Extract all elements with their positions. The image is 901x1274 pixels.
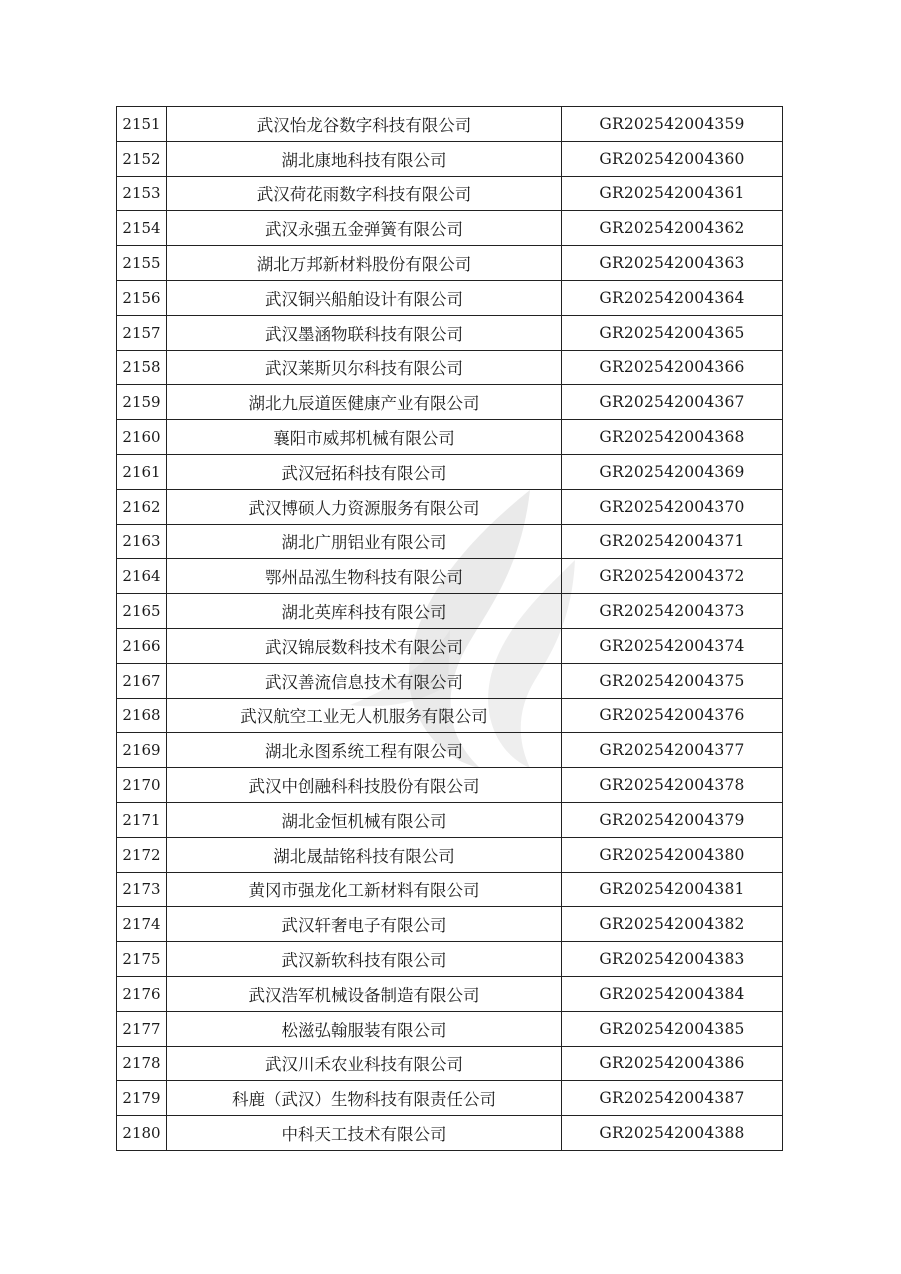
row-number: 2173 bbox=[117, 872, 167, 907]
table-row bbox=[117, 942, 783, 977]
table-row bbox=[117, 768, 783, 803]
table-row bbox=[117, 802, 783, 837]
certificate-code: GR202542004383 bbox=[562, 942, 783, 977]
company-name: 襄阳市威邦机械有限公司 bbox=[167, 420, 562, 455]
row-number: 2176 bbox=[117, 976, 167, 1011]
table-row bbox=[117, 489, 783, 524]
row-number: 2170 bbox=[117, 768, 167, 803]
certificate-code: GR202542004385 bbox=[562, 1011, 783, 1046]
company-name: 科鹿（武汉）生物科技有限责任公司 bbox=[167, 1081, 562, 1116]
table-row bbox=[117, 1081, 783, 1116]
certificate-code: GR202542004361 bbox=[562, 176, 783, 211]
table-row bbox=[117, 733, 783, 768]
row-number: 2161 bbox=[117, 454, 167, 489]
company-name: 武汉锦辰数科技术有限公司 bbox=[167, 628, 562, 663]
company-name: 湖北金恒机械有限公司 bbox=[167, 802, 562, 837]
company-name: 武汉莱斯贝尔科技有限公司 bbox=[167, 350, 562, 385]
row-number: 2158 bbox=[117, 350, 167, 385]
row-number: 2167 bbox=[117, 663, 167, 698]
table-row bbox=[117, 280, 783, 315]
company-name: 湖北万邦新材料股份有限公司 bbox=[167, 246, 562, 281]
row-number: 2180 bbox=[117, 1116, 167, 1151]
table-row bbox=[117, 107, 783, 142]
table-row bbox=[117, 663, 783, 698]
company-name: 武汉川禾农业科技有限公司 bbox=[167, 1046, 562, 1081]
row-number: 2169 bbox=[117, 733, 167, 768]
row-number: 2166 bbox=[117, 628, 167, 663]
company-name: 中科天工技术有限公司 bbox=[167, 1116, 562, 1151]
certificate-code: GR202542004387 bbox=[562, 1081, 783, 1116]
certificate-code: GR202542004359 bbox=[562, 107, 783, 142]
company-name: 武汉善流信息技术有限公司 bbox=[167, 663, 562, 698]
row-number: 2164 bbox=[117, 559, 167, 594]
certificate-code: GR202542004388 bbox=[562, 1116, 783, 1151]
certificate-code: GR202542004371 bbox=[562, 524, 783, 559]
certificate-code: GR202542004368 bbox=[562, 420, 783, 455]
company-name: 武汉新软科技有限公司 bbox=[167, 942, 562, 977]
table-row bbox=[117, 141, 783, 176]
table-row bbox=[117, 628, 783, 663]
certificate-code: GR202542004362 bbox=[562, 211, 783, 246]
certificate-code: GR202542004381 bbox=[562, 872, 783, 907]
certificate-code: GR202542004365 bbox=[562, 315, 783, 350]
certificate-code: GR202542004373 bbox=[562, 594, 783, 629]
company-name: 武汉博硕人力资源服务有限公司 bbox=[167, 489, 562, 524]
table-row bbox=[117, 1116, 783, 1151]
row-number: 2154 bbox=[117, 211, 167, 246]
company-name: 武汉怡龙谷数字科技有限公司 bbox=[167, 107, 562, 142]
row-number: 2165 bbox=[117, 594, 167, 629]
row-number: 2175 bbox=[117, 942, 167, 977]
row-number: 2160 bbox=[117, 420, 167, 455]
row-number: 2151 bbox=[117, 107, 167, 142]
table-row bbox=[117, 698, 783, 733]
table-row bbox=[117, 211, 783, 246]
company-list-table bbox=[116, 106, 783, 1151]
certificate-code: GR202542004377 bbox=[562, 733, 783, 768]
table-row bbox=[117, 594, 783, 629]
table-row bbox=[117, 907, 783, 942]
certificate-code: GR202542004360 bbox=[562, 141, 783, 176]
certificate-code: GR202542004369 bbox=[562, 454, 783, 489]
company-name: 湖北晟喆铭科技有限公司 bbox=[167, 837, 562, 872]
row-number: 2152 bbox=[117, 141, 167, 176]
table-row bbox=[117, 454, 783, 489]
row-number: 2159 bbox=[117, 385, 167, 420]
row-number: 2178 bbox=[117, 1046, 167, 1081]
certificate-code: GR202542004374 bbox=[562, 628, 783, 663]
certificate-code: GR202542004379 bbox=[562, 802, 783, 837]
company-name: 湖北永图系统工程有限公司 bbox=[167, 733, 562, 768]
table-row bbox=[117, 524, 783, 559]
company-name: 黄冈市强龙化工新材料有限公司 bbox=[167, 872, 562, 907]
table-row bbox=[117, 176, 783, 211]
row-number: 2174 bbox=[117, 907, 167, 942]
company-name: 武汉永强五金弹簧有限公司 bbox=[167, 211, 562, 246]
company-name: 武汉冠拓科技有限公司 bbox=[167, 454, 562, 489]
company-name: 武汉浩军机械设备制造有限公司 bbox=[167, 976, 562, 1011]
company-name: 湖北广朋铝业有限公司 bbox=[167, 524, 562, 559]
company-name: 武汉航空工业无人机服务有限公司 bbox=[167, 698, 562, 733]
row-number: 2179 bbox=[117, 1081, 167, 1116]
company-name: 武汉荷花雨数字科技有限公司 bbox=[167, 176, 562, 211]
certificate-code: GR202542004384 bbox=[562, 976, 783, 1011]
table-row bbox=[117, 315, 783, 350]
certificate-code: GR202542004378 bbox=[562, 768, 783, 803]
company-name: 湖北英库科技有限公司 bbox=[167, 594, 562, 629]
table-row bbox=[117, 246, 783, 281]
certificate-code: GR202542004380 bbox=[562, 837, 783, 872]
company-name: 松滋弘翰服装有限公司 bbox=[167, 1011, 562, 1046]
table-row bbox=[117, 872, 783, 907]
row-number: 2163 bbox=[117, 524, 167, 559]
table-row bbox=[117, 385, 783, 420]
row-number: 2156 bbox=[117, 280, 167, 315]
certificate-code: GR202542004363 bbox=[562, 246, 783, 281]
table-body bbox=[117, 107, 783, 1151]
certificate-code: GR202542004366 bbox=[562, 350, 783, 385]
table-row bbox=[117, 420, 783, 455]
certificate-code: GR202542004386 bbox=[562, 1046, 783, 1081]
company-name: 武汉铜兴船舶设计有限公司 bbox=[167, 280, 562, 315]
table-row bbox=[117, 559, 783, 594]
table-row bbox=[117, 1046, 783, 1081]
certificate-code: GR202542004375 bbox=[562, 663, 783, 698]
row-number: 2177 bbox=[117, 1011, 167, 1046]
row-number: 2162 bbox=[117, 489, 167, 524]
table-row bbox=[117, 837, 783, 872]
table-row bbox=[117, 350, 783, 385]
company-name: 鄂州品泓生物科技有限公司 bbox=[167, 559, 562, 594]
certificate-code: GR202542004382 bbox=[562, 907, 783, 942]
certificate-code: GR202542004364 bbox=[562, 280, 783, 315]
company-name: 武汉轩奢电子有限公司 bbox=[167, 907, 562, 942]
company-name: 湖北九辰道医健康产业有限公司 bbox=[167, 385, 562, 420]
row-number: 2157 bbox=[117, 315, 167, 350]
certificate-code: GR202542004372 bbox=[562, 559, 783, 594]
certificate-code: GR202542004367 bbox=[562, 385, 783, 420]
company-name: 武汉中创融科科技股份有限公司 bbox=[167, 768, 562, 803]
row-number: 2153 bbox=[117, 176, 167, 211]
certificate-code: GR202542004370 bbox=[562, 489, 783, 524]
row-number: 2168 bbox=[117, 698, 167, 733]
row-number: 2171 bbox=[117, 802, 167, 837]
table-row bbox=[117, 1011, 783, 1046]
company-name: 湖北康地科技有限公司 bbox=[167, 141, 562, 176]
row-number: 2155 bbox=[117, 246, 167, 281]
company-name: 武汉墨涵物联科技有限公司 bbox=[167, 315, 562, 350]
certificate-code: GR202542004376 bbox=[562, 698, 783, 733]
row-number: 2172 bbox=[117, 837, 167, 872]
table-row bbox=[117, 976, 783, 1011]
